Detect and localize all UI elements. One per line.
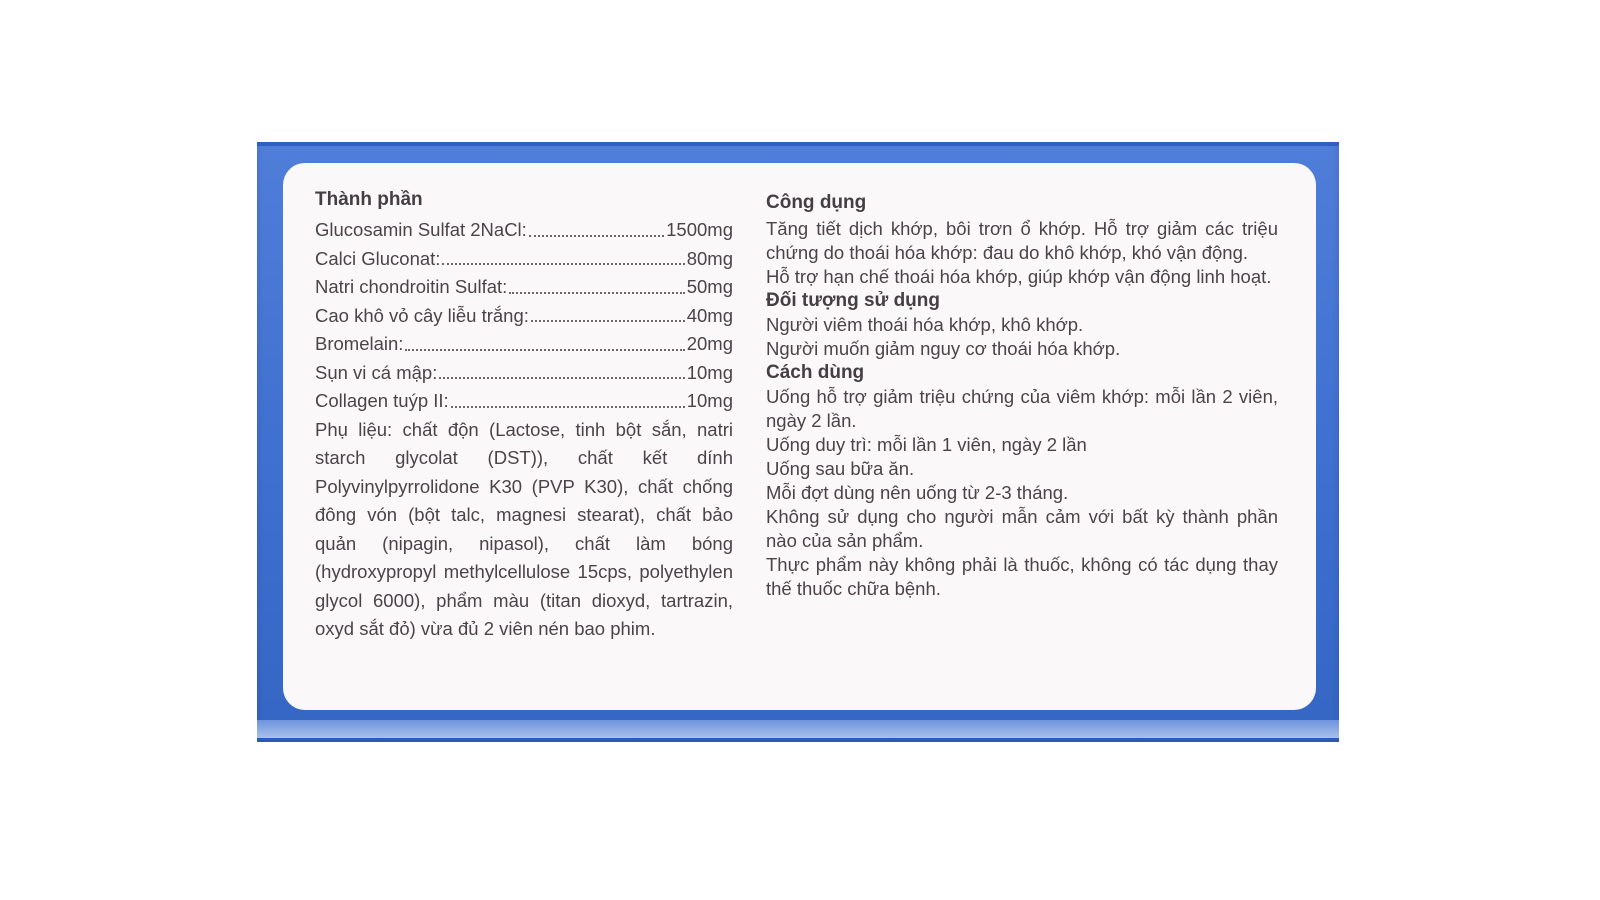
info-column	[766, 191, 1278, 601]
ingredient-row	[315, 387, 733, 416]
target-heading: Đối tượng sử dụng	[766, 290, 940, 311]
excipients-text: Phụ liệu: chất độn (Lactose, tinh bột sắn, natri starch glycolat (DST)), chất kết dính Polyvinylpyrrolidone K30 (PVP K30), chất chống đông vón (bột talc, magnesi stearat), chất bảo quản (nipagin, nipasol), chất làm bóng (hydroxypropyl methylcellulose 15cps, polyethylen glycol 6000), phẩm màu (titan dioxyd, tartrazin, oxyd sắt đỏ) vừa đủ 2 viên nén bao phim.	[315, 418, 733, 639]
target-text: Người viêm thoái hóa khớp, khô khớp.	[766, 314, 1084, 335]
uses-text: Hỗ trợ hạn chế thoái hóa khớp, giúp khớp vận động linh hoạt.	[766, 266, 1272, 287]
dot-leader	[529, 234, 664, 237]
dot-leader	[442, 262, 684, 265]
ingredient-amount: 50mg	[686, 276, 733, 297]
ingredient-row	[315, 245, 733, 274]
ingredients-column	[315, 188, 733, 644]
ingredient-row	[315, 359, 733, 388]
ingredients-heading: Thành phần	[315, 189, 423, 210]
ingredient-row	[315, 273, 733, 302]
uses-heading: Công dụng	[766, 192, 867, 213]
dot-leader	[405, 348, 684, 351]
ingredient-name: Sụn vi cá mập:	[315, 361, 438, 383]
ingredient-name: Glucosamin Sulfat 2NaCl:	[315, 219, 527, 240]
usage-text: Uống hỗ trợ giảm triệu chứng của viêm khớp: mỗi lần 2 viên, ngày 2 lần.	[766, 386, 1278, 431]
dot-leader	[439, 376, 684, 379]
ingredient-amount: 10mg	[686, 390, 733, 411]
usage-text: Mỗi đợt dùng nên uống từ 2-3 tháng.	[766, 482, 1069, 503]
ingredient-amount: 80mg	[686, 247, 733, 269]
box-bottom-edge	[257, 720, 1339, 738]
ingredient-name: Calci Gluconat:	[315, 247, 441, 269]
ingredient-row	[315, 216, 733, 245]
ingredient-row	[315, 330, 733, 359]
ingredient-name: Natri chondroitin Sulfat:	[315, 276, 508, 297]
usage-text: Uống duy trì: mỗi lần 1 viên, ngày 2 lần	[766, 434, 1087, 455]
ingredient-name: Collagen tuýp II:	[315, 390, 449, 411]
uses-text: Tăng tiết dịch khớp, bôi trơn ổ khớp. Hỗ trợ giảm các triệu chứng do thoái hóa khớp: đau do khô khớp, khó vận động.	[766, 218, 1278, 263]
dot-leader	[451, 405, 685, 408]
usage-heading: Cách dùng	[766, 362, 865, 383]
ingredient-name: Bromelain:	[315, 333, 404, 354]
ingredient-amount: 10mg	[686, 361, 733, 383]
usage-text: Uống sau bữa ăn.	[766, 458, 915, 479]
ingredient-amount: 40mg	[686, 304, 733, 326]
usage-text: Không sử dụng cho người mẫn cảm với bất kỳ thành phần nào của sản phẩm.	[766, 506, 1278, 551]
ingredient-amount: 1500mg	[666, 219, 733, 240]
ingredient-row	[315, 302, 733, 331]
ingredient-amount: 20mg	[686, 333, 733, 354]
label-panel	[283, 163, 1316, 710]
target-text: Người muốn giảm nguy cơ thoái hóa khớp.	[766, 338, 1121, 359]
ingredient-name: Cao khô vỏ cây liễu trắng:	[315, 304, 529, 326]
dot-leader	[509, 291, 684, 294]
usage-text: Thực phẩm này không phải là thuốc, không có tác dụng thay thế thuốc chữa bệnh.	[766, 554, 1278, 599]
dot-leader	[531, 319, 685, 322]
